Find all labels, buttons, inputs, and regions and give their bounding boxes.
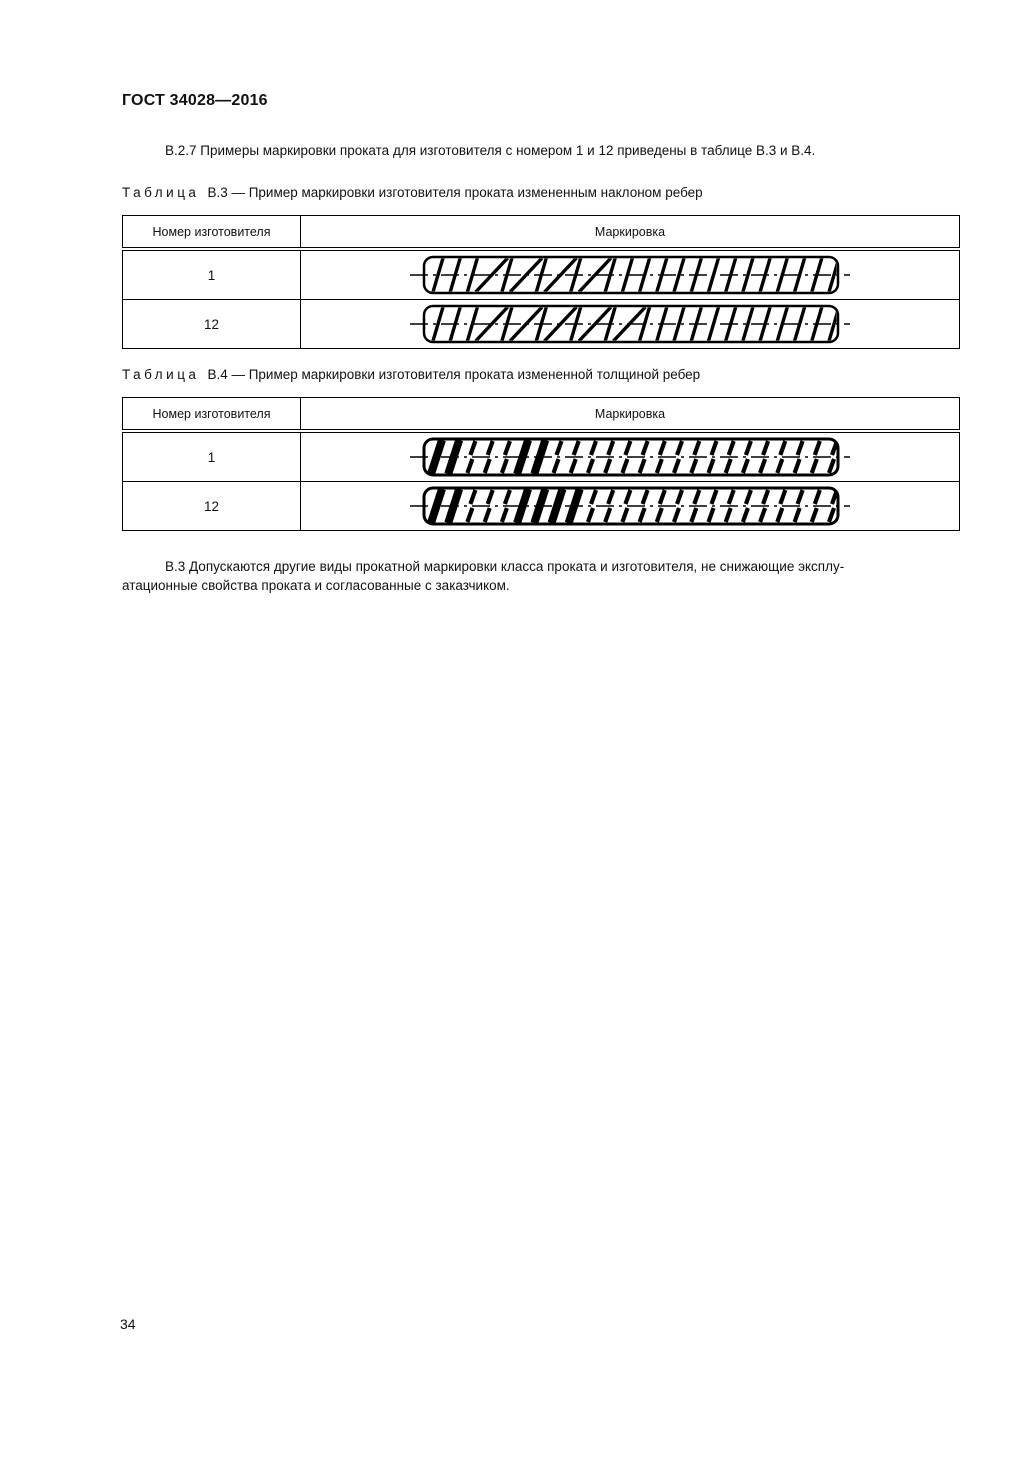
manufacturer-number-cell: 12 [123,482,301,531]
table-b4 [122,397,960,531]
table-row [123,300,960,349]
table-header-row [123,398,960,432]
paragraph-b3-line1: В.3 Допускаются другие виды прокатной маркировки класса проката и изготовителя, не снижающие эксплу- [165,559,845,574]
manufacturer-number-cell: 1 [123,249,301,300]
column-header-manufacturer: Номер изготовителя [123,398,301,432]
table-header-row [123,216,960,250]
table-row [123,249,960,300]
table-caption-word: Таблица [122,185,200,200]
rebar-marking-image [301,433,959,481]
manufacturer-number-cell: 1 [123,431,301,482]
table-caption-word: Таблица [122,367,200,382]
manufacturer-number-cell: 12 [123,300,301,349]
paragraph-b3-line2: атационные свойства проката и согласованные с заказчиком. [122,578,510,593]
table-row [123,431,960,482]
table-row [123,482,960,531]
paragraph-b27: В.2.7 Примеры маркировки проката для изготовителя с номером 1 и 12 приведены в таблице В.3 и В.4. [165,143,816,158]
rebar-marking-image [301,251,959,299]
table-b3 [122,215,960,349]
page-content [122,0,960,595]
table-b4-caption [122,367,960,382]
paragraph-b3 [122,557,960,595]
marking-cell [301,482,960,531]
marking-cell [301,300,960,349]
rebar-marking-image [301,482,959,530]
rebar-marking-image [301,300,959,348]
column-header-manufacturer: Номер изготовителя [123,216,301,250]
table-caption-text: В.4 — Пример маркировки изготовителя проката измененной толщиной ребер [207,367,701,382]
column-header-marking: Маркировка [301,398,960,432]
table-b3-caption [122,185,960,200]
page-number: 34 [120,1316,136,1332]
marking-cell [301,431,960,482]
table-caption-text: В.3 — Пример маркировки изготовителя проката измененным наклоном ребер [207,185,703,200]
marking-cell [301,249,960,300]
column-header-marking: Маркировка [301,216,960,250]
document-title: ГОСТ 34028—2016 [122,92,268,109]
